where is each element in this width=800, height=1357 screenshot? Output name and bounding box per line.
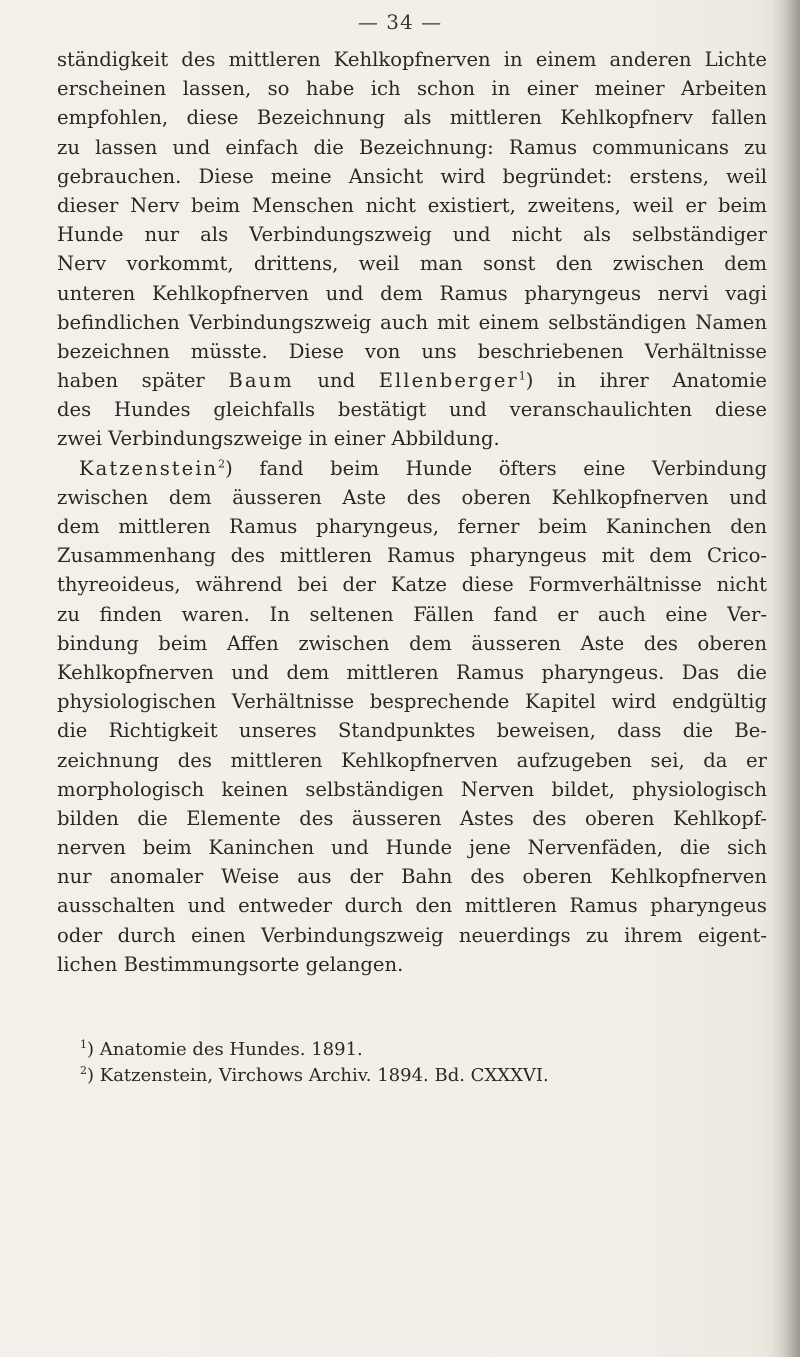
author-name-baum: Baum [228,369,294,393]
text-line: nerven beim Kaninchen und Hunde jene Nervenfäden, die sich [57,836,767,860]
footnote-1 [80,1037,640,1063]
text-line: morphologisch keinen selbständigen Nerven bildet, physiologisch [57,777,767,801]
footnote-ref[interactable]: 1 [518,369,526,383]
text-line: physiologischen Verhältnisse besprechende Kapitel wird endgültig [57,690,767,714]
text-line: Hunde nur als Verbindungszweig und nicht als selbständiger [57,223,767,247]
text-line: unteren Kehlkopfnerven und dem Ramus pharyngeus nervi vagi [57,281,767,305]
text-line: erscheinen lassen, so habe ich schon in einer meiner Arbeiten [57,77,767,101]
text-line: Kehlkopfnerven und dem mittleren Ramus pharyngeus. Das die [57,660,767,684]
text-fragment: ) in ihrer Anatomie [525,369,767,393]
footnote-mark: 1 [80,1038,87,1051]
text-line: dieser Nerv beim Menschen nicht existiert, zweitens, weil er beim [57,193,767,217]
text-line: zwischen dem äusseren Aste des oberen Kehlkopfnerven und [57,485,767,509]
text-line: zu lassen und einfach die Bezeichnung: Ramus communicans zu [57,135,767,159]
text-line: des Hundes gleichfalls bestätigt und veranschaulichten diese [57,398,767,422]
author-name-ellenberger: Ellenberger [378,369,519,393]
text-line: bindung beim Affen zwischen dem äusseren Aste des oberen [57,631,767,655]
text-line: bilden die Elemente des äusseren Astes des oberen Kehlkopf- [57,806,767,830]
text-line: gebrauchen. Diese meine Ansicht wird begründet: erstens, weil [57,164,767,188]
text-line: nur anomaler Weise aus der Bahn des oberen Kehlkopfnerven [57,865,767,889]
page-edge-shadow [772,0,800,1357]
text-line: zwei Verbindungszweige in einer Abbildung. [57,427,500,451]
text-line-with-citation [57,454,767,483]
text-line: thyreoideus, während bei der Katze diese Formverhältnisse nicht [57,573,767,597]
text-line: oder durch einen Verbindungszweig neuerdings zu ihrem eigent- [57,923,767,947]
text-line: Nerv vorkommt, drittens, weil man sonst den zwischen dem [57,252,767,276]
main-text-block [57,45,767,979]
text-line: zu finden waren. In seltenen Fällen fand er auch eine Ver- [57,602,767,626]
page-number-header: — 34 — [357,10,443,34]
footnotes [80,1037,640,1089]
footnote-text: ) Katzenstein, Virchows Archiv. 1894. Bd. CXXXVI. [87,1065,549,1086]
text-line: ausschalten und entweder durch den mittleren Ramus pharyngeus [57,894,767,918]
text-line: befindlichen Verbindungszweig auch mit einem selbständigen Namen [57,310,767,334]
text-line: empfohlen, diese Bezeichnung als mittleren Kehlkopfnerv fallen [57,106,767,130]
footnote-mark: 2 [80,1064,87,1077]
text-line: die Richtigkeit unseres Standpunktes beweisen, dass die Be- [57,719,767,743]
footnote-text: ) Anatomie des Hundes. 1891. [87,1039,363,1060]
text-line: bezeichnen müsste. Diese von uns beschriebenen Verhältnisse [57,339,767,363]
text-fragment: und [293,369,379,393]
text-line: lichen Bestimmungsorte gelangen. [57,952,404,976]
footnote-2 [80,1063,640,1089]
text-line: dem mittleren Ramus pharyngeus, ferner beim Kaninchen den [57,515,767,538]
text-line: Zusammenhang des mittleren Ramus pharyngeus mit dem Crico- [57,544,767,568]
text-line-with-citation [57,366,767,395]
text-fragment: haben später [57,369,229,393]
text-line: zeichnung des mittleren Kehlkopfnerven aufzugeben sei, da er [57,748,767,772]
text-line: ständigkeit des mittleren Kehlkopfnerven in einem anderen Lichte [57,48,767,71]
text-fragment: ) fand beim Hunde öfters eine Verbindung [225,456,767,480]
author-name-katzenstein: Katzenstein [79,456,219,480]
footnote-ref[interactable]: 2 [218,457,226,471]
